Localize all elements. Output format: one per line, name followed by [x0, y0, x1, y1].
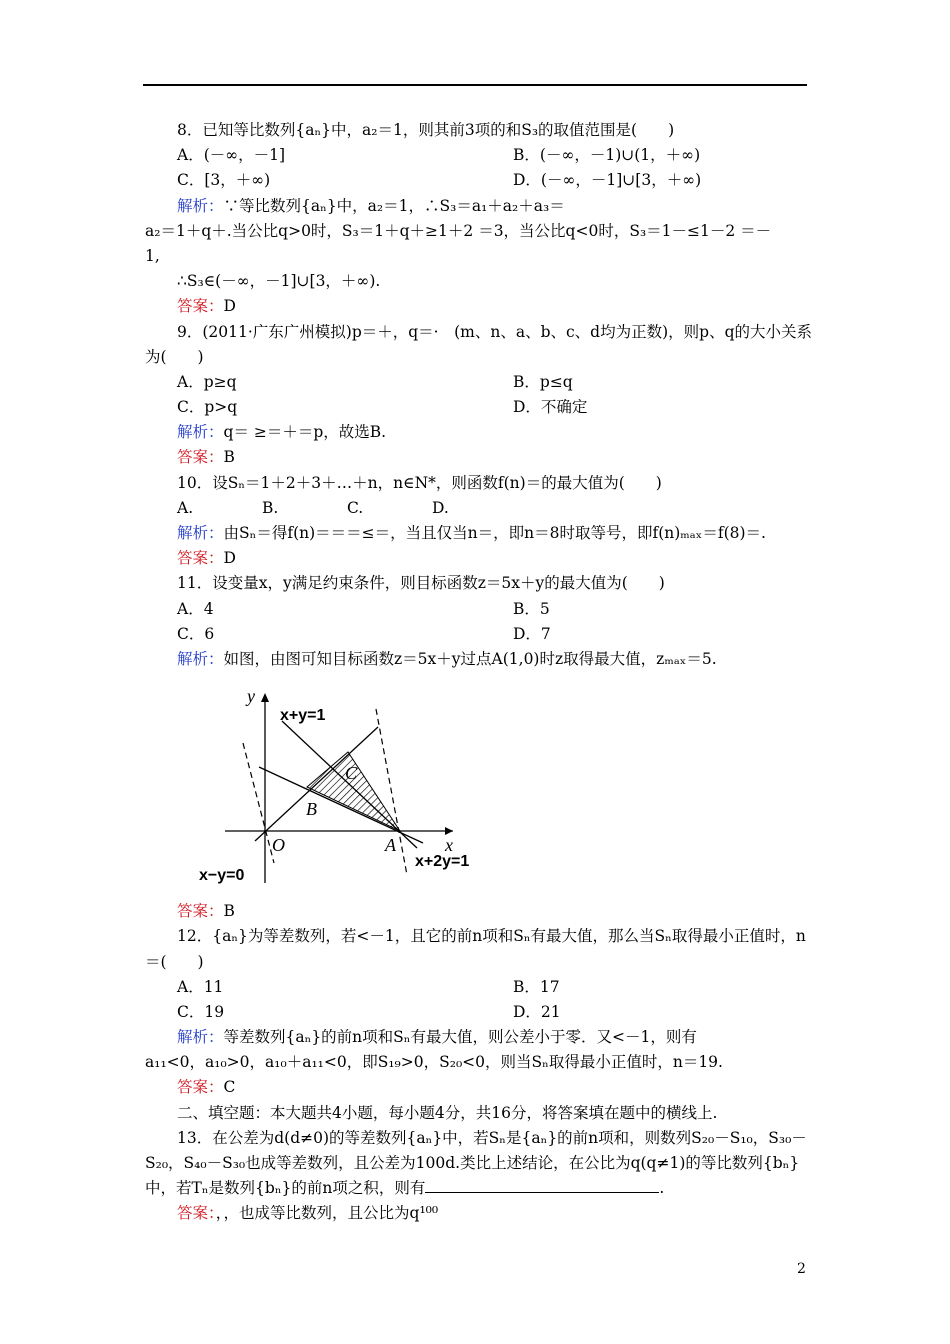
- q13-answer-value: ，，也成等比数列，且公比为q¹⁰⁰: [215, 1204, 439, 1223]
- q11-solution: [145, 647, 809, 672]
- q9-option-c: C．p>q: [177, 398, 238, 417]
- q11-options-row2: [145, 622, 809, 647]
- q13-stem-line3: [145, 1176, 809, 1201]
- q12-option-d: D．21: [513, 1002, 561, 1021]
- q12-options-row2: [145, 1000, 809, 1025]
- q13-answer-blank: [425, 1178, 659, 1193]
- q10-stem: 10．设Sₙ＝1＋2＋3＋…＋n，n∈N*，则函数f(n)＝的最大值为( ): [177, 473, 662, 492]
- q11-option-c: C．6: [177, 624, 215, 643]
- q8-solution-line3: 1,: [145, 246, 160, 265]
- q13-answer: [145, 1201, 809, 1226]
- q13-stem-text: 中，若Tₙ是数列{bₙ}的前n项之积，则有: [145, 1179, 426, 1198]
- x-axis-label: x: [445, 835, 453, 855]
- point-a-label: A: [385, 835, 396, 855]
- q10-option-d: D.: [432, 498, 449, 517]
- q10-solution-text: 由Sₙ＝得f(n)＝＝＝≤＝，当且仅当n＝，即n＝8时取等号，即f(n)ₘₐₓ＝f(8)＝.: [223, 524, 766, 542]
- q12-answer-label: 答案：: [177, 1078, 224, 1097]
- line-label-x-plus-2y: x+2y=1: [415, 853, 470, 870]
- q8-option-c: C．[3，＋∞): [177, 171, 271, 190]
- objective-line-through-origin: [243, 743, 274, 863]
- q12-answer: [145, 1075, 809, 1100]
- q10-option-b: B.: [262, 498, 279, 517]
- q12-option-c: C．19: [177, 1002, 225, 1021]
- q9-option-d: D．不确定: [513, 398, 588, 417]
- section-fill-in-heading: 二、填空题：本大题共4小题，每小题4分，共16分，将答案填在题中的横线上.: [177, 1103, 718, 1122]
- q10-option-a: A.: [177, 498, 194, 517]
- y-axis-label: y: [247, 686, 255, 706]
- q10-answer-label: 答案：: [177, 549, 224, 568]
- q8-option-a: A．(－∞，－1]: [177, 146, 286, 165]
- q11-option-a: A．4: [177, 599, 214, 618]
- q9-option-b: B．p≤q: [513, 372, 573, 391]
- line-x-plus-y-eq-1: [282, 721, 417, 848]
- q9-options-row1: [145, 370, 809, 395]
- q13-stem-line2: S₂₀，S₄₀－S₃₀也成等差数列，且公差为100d.类比上述结论，在公比为q(q≠1)的等比数列{bₙ}: [145, 1154, 800, 1172]
- origin-label: O: [272, 835, 285, 855]
- q8-option-d: D．(－∞，－1]∪[3，＋∞): [513, 171, 702, 190]
- page-content: [145, 118, 812, 1227]
- q10-options: [145, 496, 809, 521]
- header-rule: [143, 84, 807, 86]
- q11-solution-label: 解析：: [177, 649, 224, 668]
- q9-stem: 9．(2011·广东广州模拟)p＝＋，q＝· (m、n、a、b、c、d均为正数)，则p、q的大小关系: [177, 322, 812, 341]
- q10-answer: [145, 546, 809, 571]
- q11-answer-label: 答案：: [177, 902, 224, 921]
- q8-solution: [145, 194, 809, 219]
- q11-solution-text: 如图，由图可知目标函数z＝5x＋y过点A(1,0)时z取得最大值，zₘₐₓ＝5.: [223, 649, 717, 668]
- q11-stem: 11．设变量x，y满足约束条件，则目标函数z＝5x＋y的最大值为( ): [177, 574, 665, 593]
- q8-solution-line2: a₂＝1＋q＋.当公比q>0时，S₃＝1＋q＋≥1＋2 ＝3，当公比q<0时，S₃＝1－≤1－2 ＝－: [145, 221, 772, 240]
- q9-solution-text: q＝ ≥＝＋＝p，故选B.: [223, 423, 387, 442]
- q10-solution-label: 解析：: [177, 524, 224, 542]
- page-number: 2: [797, 1261, 806, 1277]
- q9-solution-label: 解析：: [177, 423, 224, 442]
- q9-stem-line2: 为( ): [145, 347, 204, 366]
- q8-options-row1: [145, 143, 809, 168]
- q12-solution-line2: a₁₁<0，a₁₀>0，a₁₀＋a₁₁<0，即S₁₉>0，S₂₀<0，则当Sₙ取得最小正值时，n＝19.: [145, 1053, 723, 1072]
- q12-option-a: A．11: [177, 977, 224, 996]
- q8-options-row2: [145, 168, 809, 193]
- q13-answer-label: 答案：: [177, 1204, 216, 1223]
- q8-solution-text: ∵等比数列{aₙ}中，a₂＝1，∴S₃＝a₁＋a₂＋a₃＝: [223, 196, 565, 215]
- point-b-label: B: [306, 799, 317, 819]
- q12-stem-line2: ＝( ): [145, 952, 204, 971]
- q8-option-b: B．(－∞，－1)∪(1，＋∞): [513, 146, 701, 165]
- q11-answer: [145, 899, 809, 924]
- q12-solution-text: 等差数列{aₙ}的前n项和Sₙ有最大值，则公差小于零．又<－1，则有: [223, 1028, 697, 1047]
- line-label-x-minus-y: x−y=0: [199, 867, 245, 884]
- line-label-x-plus-y: x+y=1: [280, 707, 326, 724]
- q9-answer: [145, 445, 809, 470]
- q10-answer-value: D: [223, 549, 236, 568]
- q9-option-a: A．p≥q: [177, 372, 237, 391]
- q12-answer-value: C: [223, 1078, 236, 1097]
- q13-stem-end: .: [659, 1179, 665, 1198]
- q12-solution: [145, 1025, 809, 1050]
- q13-stem: 13．在公差为d(d≠0)的等差数列{aₙ}中，若Sₙ是{aₙ}的前n项和，则数列S₂₀－S₁₀，S₃₀－: [177, 1128, 807, 1147]
- q12-solution-label: 解析：: [177, 1028, 224, 1047]
- q8-answer-label: 答案：: [177, 297, 224, 316]
- q10-solution: [145, 521, 809, 546]
- q11-options-row1: [145, 597, 809, 622]
- point-c-label: C: [345, 763, 358, 783]
- q11-answer-value: B: [223, 902, 235, 921]
- q8-stem: 8．已知等比数列{aₙ}中，a₂＝1，则其前3项的和S₃的取值范围是( ): [177, 121, 675, 139]
- q12-stem: 12．{aₙ}为等差数列，若<－1，且它的前n项和Sₙ有最大值，那么当Sₙ取得最小正值时，n: [177, 927, 806, 946]
- q12-option-b: B．17: [513, 977, 560, 996]
- feasible-region-graph: [195, 683, 480, 888]
- q11-option-d: D．7: [513, 624, 551, 643]
- q12-options-row1: [145, 975, 809, 1000]
- q9-options-row2: [145, 395, 809, 420]
- q9-answer-value: B: [223, 448, 235, 467]
- q9-answer-label: 答案：: [177, 448, 224, 467]
- q11-figure: [195, 683, 480, 888]
- q11-option-b: B．5: [513, 599, 550, 618]
- x-axis-arrow-icon: [445, 827, 453, 835]
- q8-answer-value: D: [223, 297, 236, 316]
- q8-solution-label: 解析：: [177, 196, 224, 215]
- q10-option-c: C.: [347, 498, 364, 517]
- q8-solution-line4: ∴S₃∈(－∞，－1]∪[3，＋∞).: [177, 272, 381, 291]
- q8-answer: [145, 294, 809, 319]
- q9-solution: [145, 420, 809, 445]
- y-axis-arrow-icon: [261, 693, 269, 702]
